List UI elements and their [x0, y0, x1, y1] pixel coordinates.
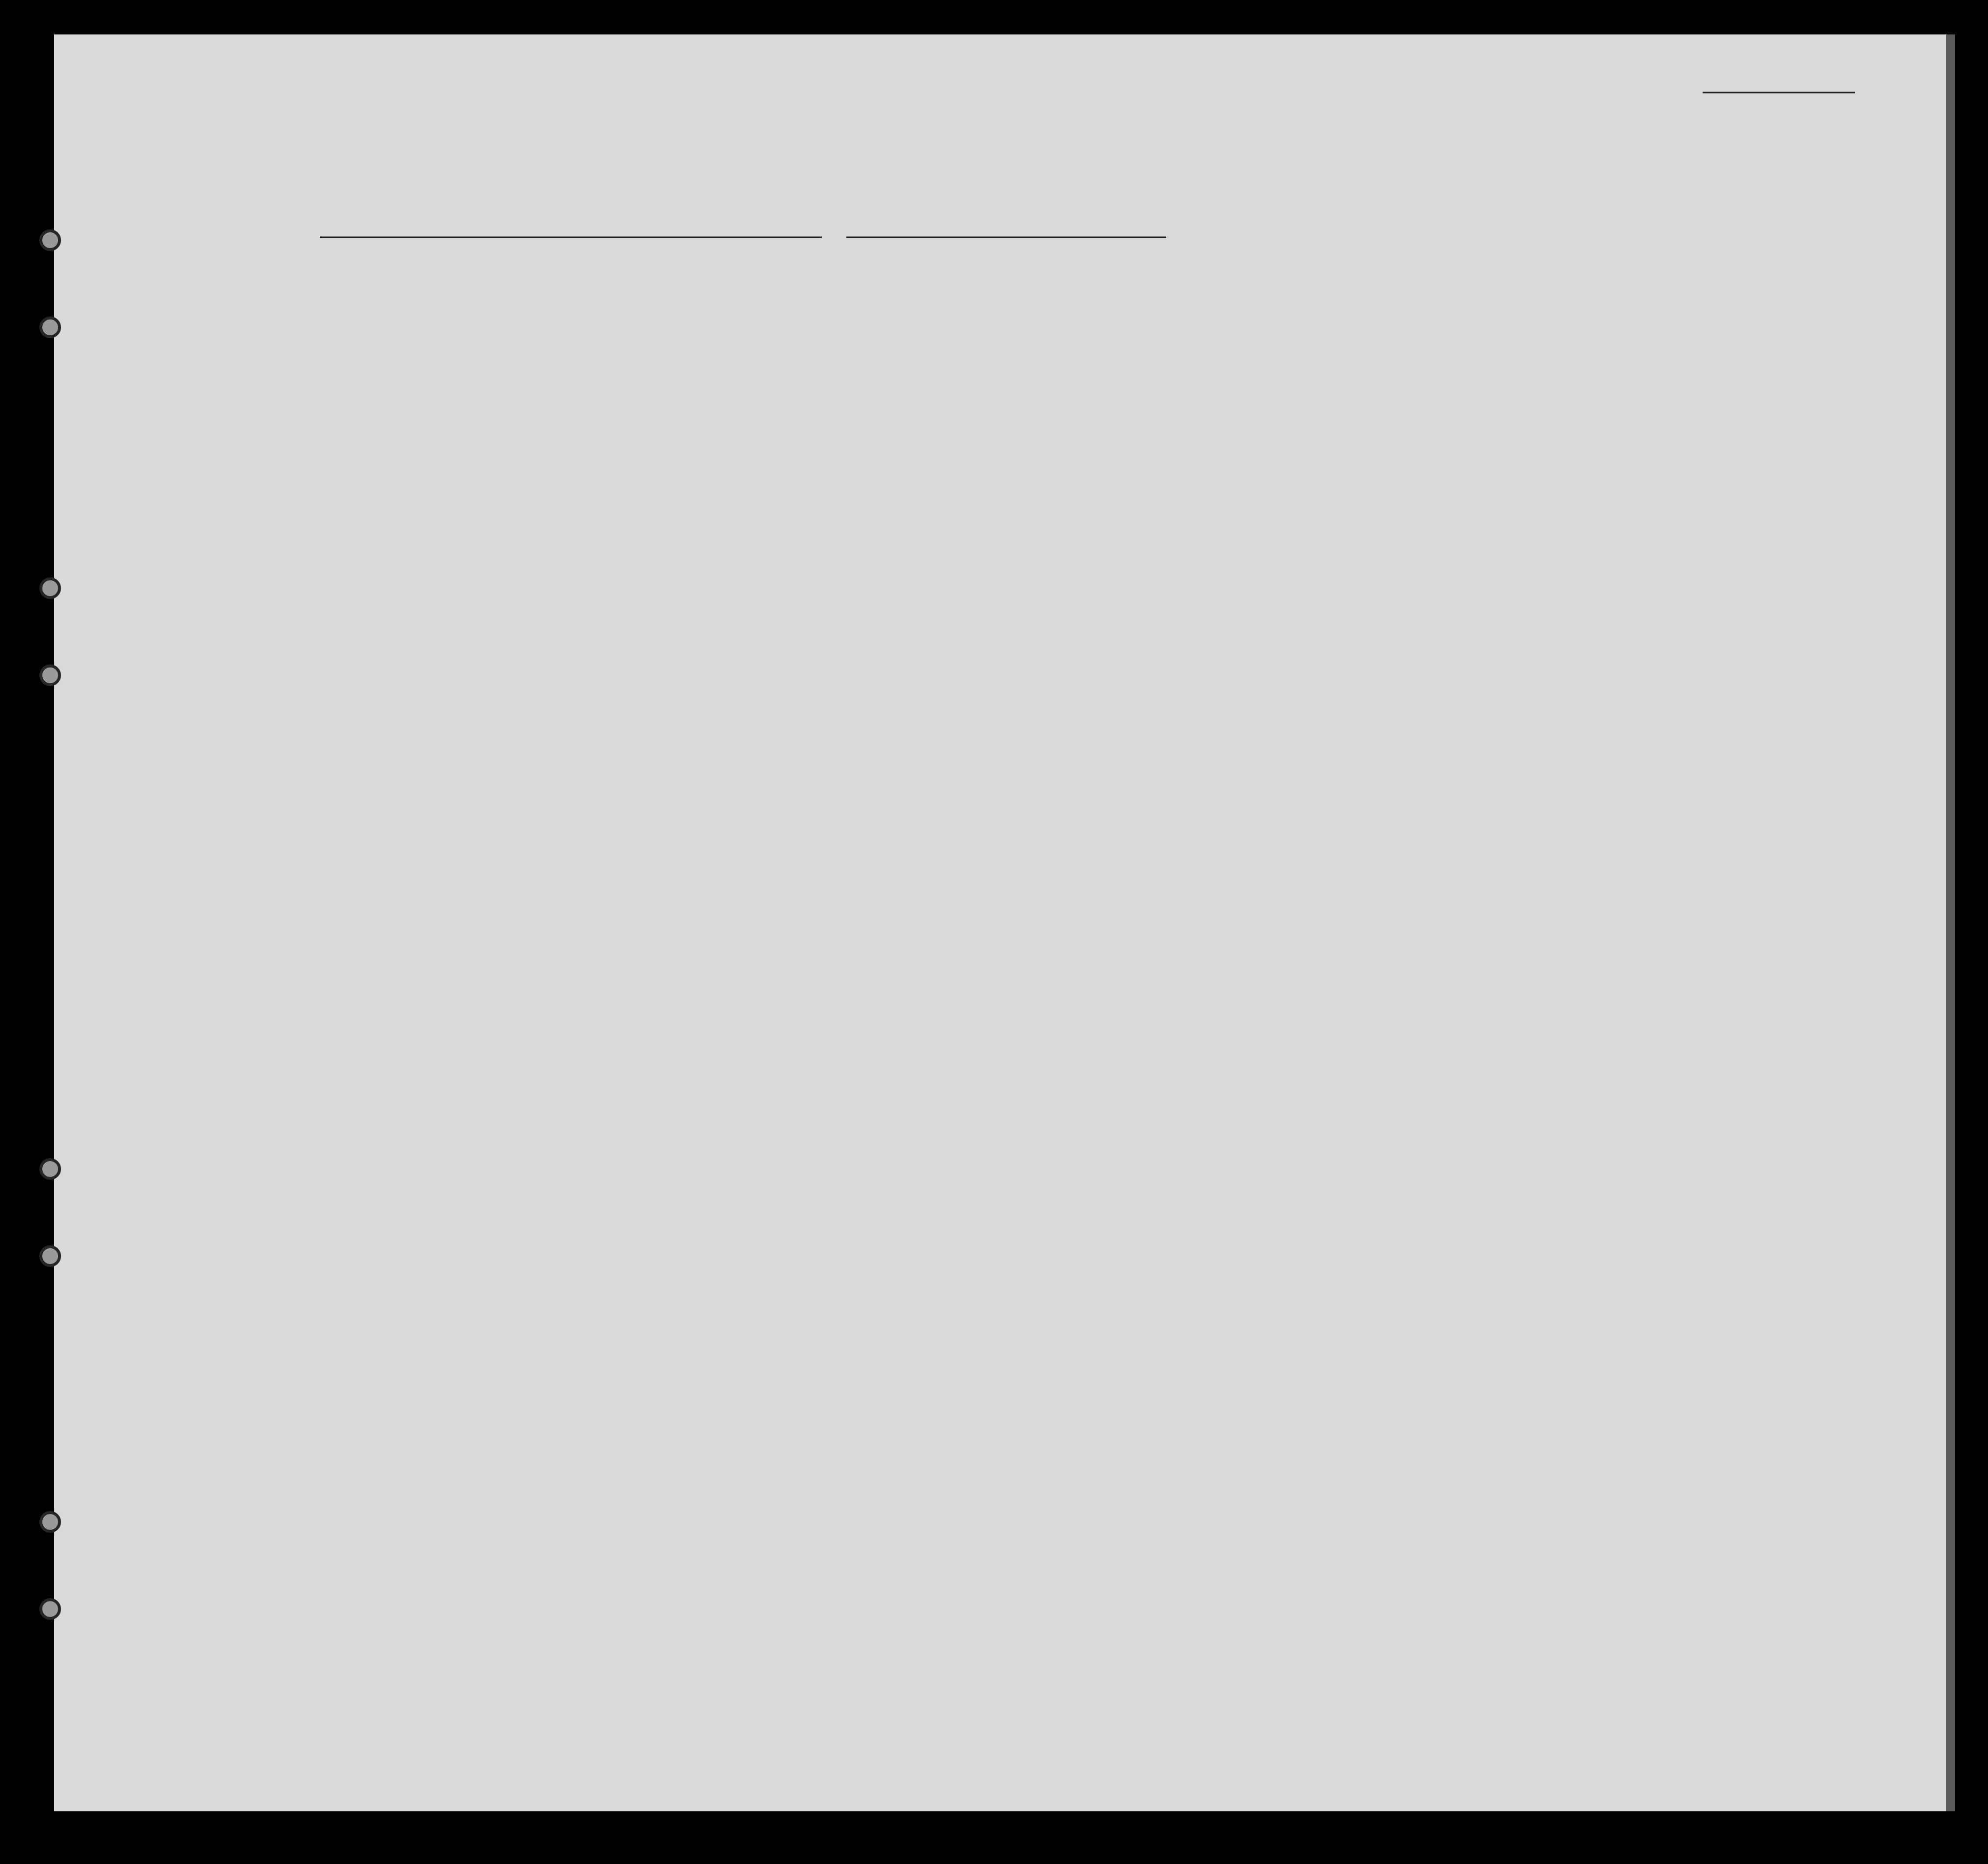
binder-hole	[39, 664, 61, 686]
binder-hole	[39, 1511, 61, 1533]
form-grid	[54, 34, 1946, 1811]
binder-hole	[39, 229, 61, 251]
binder-hole	[39, 1598, 61, 1620]
binder-hole	[39, 316, 61, 338]
binder-hole	[39, 1158, 61, 1180]
binder-hole	[39, 1245, 61, 1267]
manifest-sheet	[54, 34, 1955, 1811]
binder-hole	[39, 577, 61, 599]
